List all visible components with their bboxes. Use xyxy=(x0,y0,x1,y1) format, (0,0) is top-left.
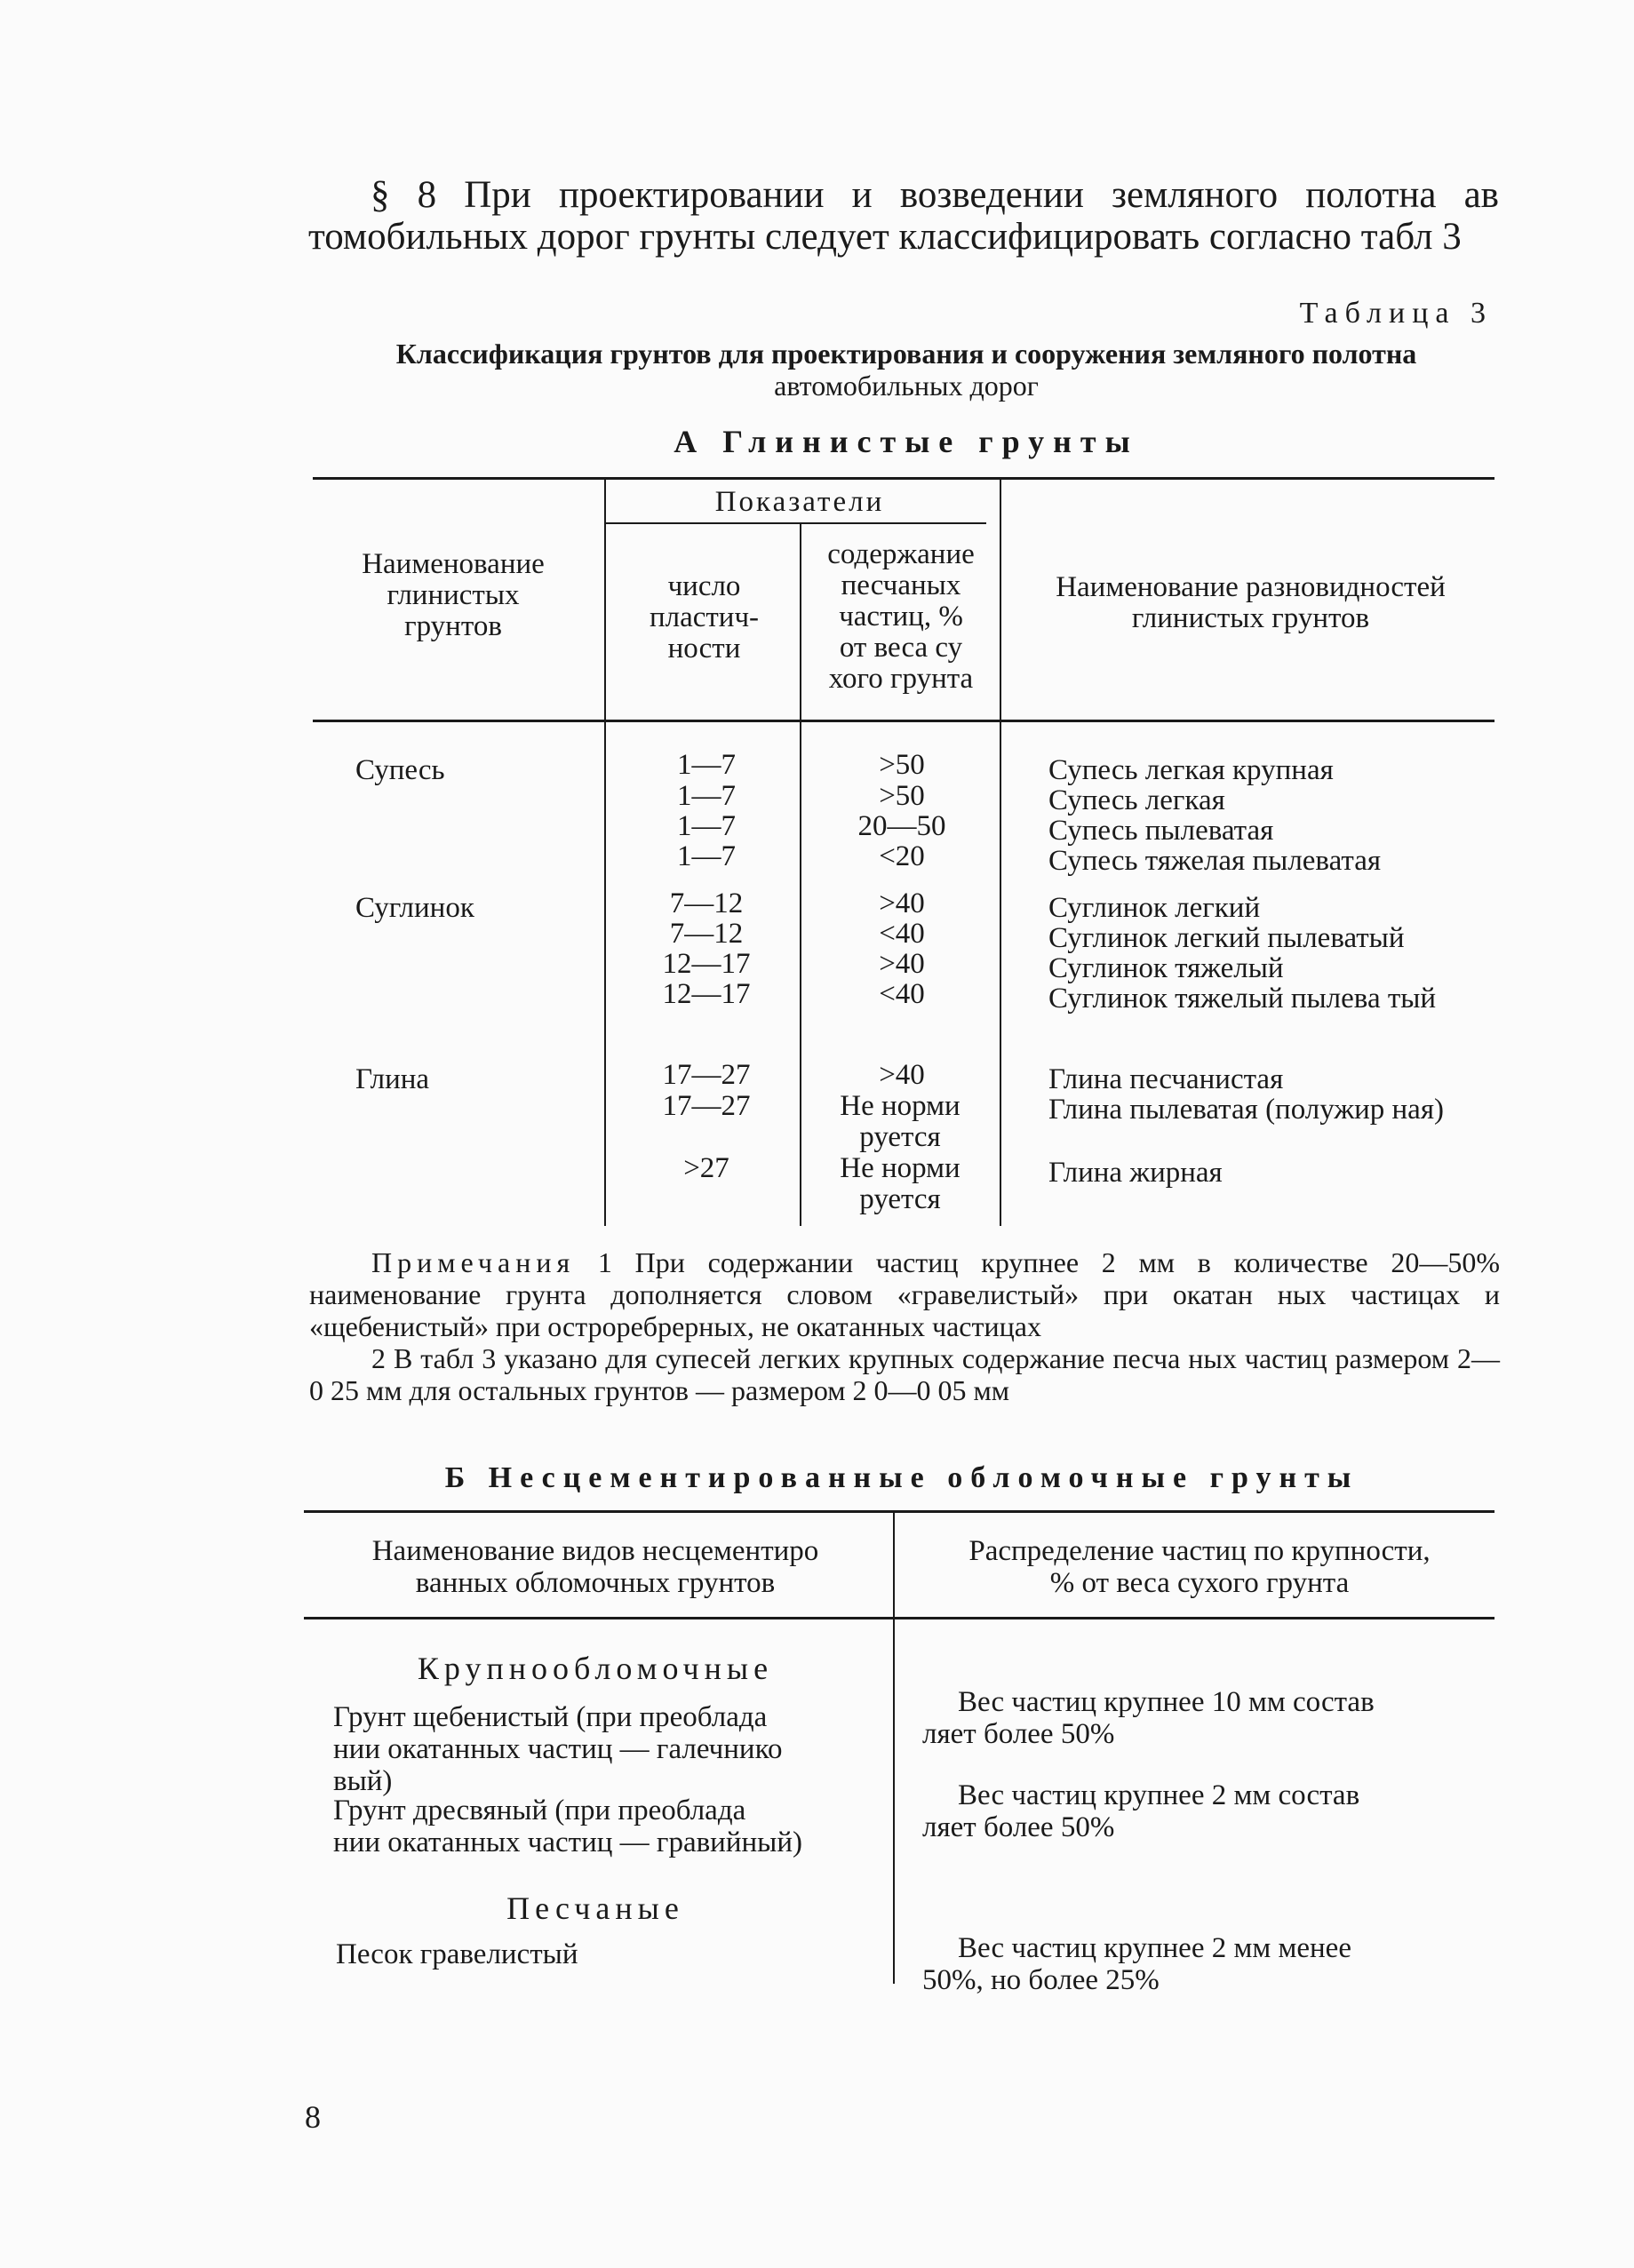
row1-left xyxy=(333,1701,866,1797)
variety-cell: Суглинок тяжелый пылева тый xyxy=(1048,983,1437,1015)
sand-cell: >50 xyxy=(879,780,925,812)
table-b-header-right-line: % от веса сухого грунта xyxy=(1049,1567,1350,1599)
header-col3-line: от веса су xyxy=(839,632,963,664)
section-a-title: А Глинистые грунты xyxy=(674,424,1139,459)
row1-right xyxy=(922,1686,1491,1750)
row2-right-line: Вес частиц крупнее 2 мм состав xyxy=(958,1779,1360,1811)
table-b-header-right-line: Распределение частиц по крупности, xyxy=(968,1535,1431,1567)
header-col2 xyxy=(613,571,795,664)
variety-cell: Суглинок легкий пылеватый xyxy=(1048,922,1405,954)
note-2: 2 В табл 3 указано для супесей легких крупных содержание песча ных частиц размером 2—0 25 мм для остальных грунтов — размером 2 0—0 05 мм xyxy=(309,1342,1500,1406)
table-label: Таблица 3 xyxy=(1299,297,1493,330)
plasticity-cell: 12—17 xyxy=(662,978,751,1010)
group-name: Суглинок xyxy=(355,892,474,924)
intro-paragraph: § 8 При проектировании и возведении земляного полотна ав томобильных дорог грунты следует классифицировать согласно табл 3 xyxy=(308,174,1499,258)
header-col4-line: глинистых грунтов xyxy=(1131,602,1370,634)
variety-cell: Супесь легкая крупная xyxy=(1048,754,1334,786)
table-title-line2: автомобильных дорог xyxy=(774,370,1039,402)
header-col3-line: песчаных xyxy=(841,569,961,601)
row2-right-line: ляет более 50% xyxy=(922,1811,1115,1843)
header-col2-line: пластич- xyxy=(649,601,760,633)
table-b-header-rule xyxy=(304,1617,1495,1619)
subhead-sandy: Песчаные xyxy=(506,1890,684,1926)
plasticity-cell: 1—7 xyxy=(677,810,736,842)
sand-cell: 20—50 xyxy=(857,810,946,842)
table-title xyxy=(311,338,1502,402)
header-col2-line: ности xyxy=(667,633,741,664)
header-col4-line: Наименование разновидностей xyxy=(1056,571,1446,603)
table-b-header-left xyxy=(311,1535,880,1599)
table-title-line1: Классификация грунтов для проектирования и сооружения земляного полотна xyxy=(395,338,1417,370)
variety-cell: Глина песчанистая xyxy=(1048,1063,1284,1095)
note-1 xyxy=(309,1246,1500,1342)
notes-block xyxy=(309,1246,1500,1406)
row3-right-line: 50%, но более 25% xyxy=(922,1964,1160,1996)
header-col3-line: частиц, % xyxy=(839,601,963,633)
row1-right-line: ляет более 50% xyxy=(922,1718,1115,1750)
header-group-indicators: Показатели xyxy=(714,486,885,518)
variety-cell: Глина пылеватая (полужир ная) xyxy=(1048,1094,1445,1126)
plasticity-cell: 12—17 xyxy=(662,948,751,980)
row2-left xyxy=(333,1795,866,1858)
header-col1-line: глинистых xyxy=(387,579,520,611)
header-col1-line: грунтов xyxy=(404,610,502,642)
variety-cell: Супесь тяжелая пылеватая xyxy=(1048,845,1382,877)
group-name: Глина xyxy=(355,1063,430,1095)
table-a-vline-1 xyxy=(604,480,606,1226)
table-a-top-rule xyxy=(313,477,1495,480)
plasticity-cell: 7—12 xyxy=(669,918,744,950)
plasticity-cell: 1—7 xyxy=(677,749,736,781)
table-b-top-rule xyxy=(304,1510,1495,1513)
table-b-header-right xyxy=(906,1535,1493,1599)
table-a-header-rule xyxy=(313,720,1495,722)
plasticity-cell: 7—12 xyxy=(669,887,744,919)
variety-cell: Супесь пылеватая xyxy=(1048,815,1274,847)
header-col1 xyxy=(320,549,586,642)
sand-cell: >40 xyxy=(879,948,925,980)
table-a-group-rule xyxy=(604,522,986,524)
row1-left-line: вый) xyxy=(333,1765,393,1797)
sand-cell: >40 xyxy=(879,1059,925,1091)
table-b-vline xyxy=(893,1513,895,1984)
row2-left-line: Грунт дресвяный (при преоблада xyxy=(333,1795,746,1826)
variety-cell: Супесь легкая xyxy=(1048,784,1225,816)
sand-cell: <40 xyxy=(879,978,925,1010)
row1-right-line: Вес частиц крупнее 10 мм состав xyxy=(958,1686,1375,1718)
sand-cell: <20 xyxy=(879,840,925,872)
header-col4 xyxy=(1008,572,1493,634)
header-col3-line: содержание xyxy=(827,538,975,570)
sand-cell: >50 xyxy=(879,749,925,781)
header-col2-line: число xyxy=(667,570,741,602)
header-col3 xyxy=(802,539,1000,695)
plasticity-cell: 1—7 xyxy=(677,780,736,812)
sand-cell: <40 xyxy=(879,918,925,950)
notes-label: Примечания xyxy=(371,1246,576,1278)
header-col1-line: Наименование xyxy=(362,548,545,580)
plasticity-cell: 17—27 xyxy=(662,1090,751,1122)
subhead-coarse: Крупнообломочные xyxy=(417,1651,774,1686)
row3-left: Песок гравелистый xyxy=(336,1938,578,1970)
row3-right-line: Вес частиц крупнее 2 мм менее xyxy=(958,1932,1351,1964)
variety-cell: Суглинок тяжелый xyxy=(1048,952,1284,984)
row2-right xyxy=(922,1779,1491,1843)
sand-cell: Не норми руется xyxy=(840,1152,960,1215)
row1-left-line: Грунт щебенистый (при преоблада xyxy=(333,1701,768,1733)
table-b-header-left-line: ванных обломочных грунтов xyxy=(415,1567,776,1599)
page-number: 8 xyxy=(305,2099,321,2135)
table-b-header-left-line: Наименование видов несцементиро xyxy=(371,1535,819,1567)
sand-cell: >40 xyxy=(879,887,925,919)
variety-cell: Глина жирная xyxy=(1048,1157,1223,1189)
variety-cell: Суглинок легкий xyxy=(1048,892,1261,924)
plasticity-cell: 17—27 xyxy=(662,1059,751,1091)
section-b-title: Б Несцементированные обломочные грунты xyxy=(444,1461,1359,1494)
note-1-text: 1 При содержании частиц крупнее 2 мм в количестве 20—50% наименование грунта дополняется словом «гравелистый» при окатан ных частицах и «щебенистый» при остроребрерных, не окатанных частицах xyxy=(309,1246,1501,1342)
plasticity-cell: >27 xyxy=(683,1152,729,1184)
table-a-vline-2 xyxy=(800,524,801,1226)
group-name: Супесь xyxy=(355,754,445,786)
header-col3-line: хого грунта xyxy=(828,663,974,695)
row1-left-line: нии окатанных частиц — галечнико xyxy=(333,1733,783,1765)
table-a-vline-3 xyxy=(1000,480,1001,1226)
sand-cell: Не норми руется xyxy=(840,1090,960,1153)
row2-left-line: нии окатанных частиц — гравийный) xyxy=(333,1826,802,1858)
row3-right xyxy=(922,1932,1491,1996)
plasticity-cell: 1—7 xyxy=(677,840,736,872)
